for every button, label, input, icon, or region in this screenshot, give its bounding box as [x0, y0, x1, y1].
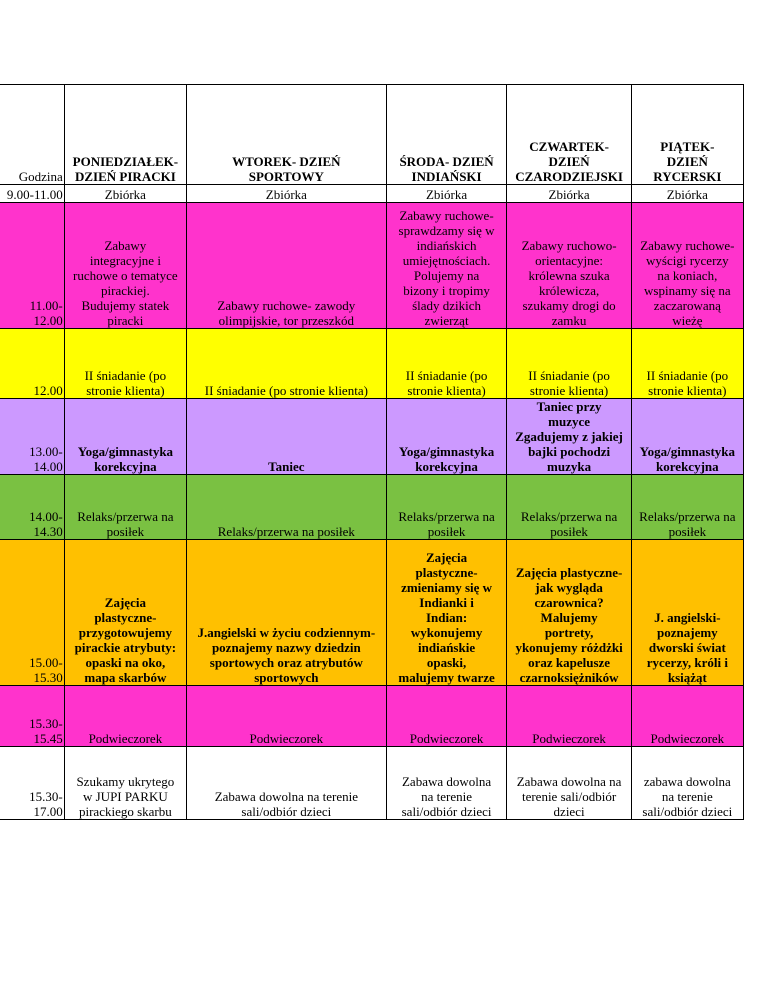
header-wednesday: ŚRODA- DZIEŃ INDIAŃSKI	[386, 85, 507, 185]
header-thursday: CZWARTEK- DZIEŃ CZARODZIEJSKI	[507, 85, 631, 185]
table-row	[0, 747, 744, 820]
activity-cell-tuesday: II śniadanie (po stronie klienta)	[187, 329, 387, 399]
time-cell: 15.30- 17.00	[0, 747, 64, 820]
time-cell: 9.00-11.00	[0, 185, 64, 203]
header-tuesday: WTOREK- DZIEŃ SPORTOWY	[187, 85, 387, 185]
time-cell: 15.30- 15.45	[0, 686, 64, 747]
activity-cell-thursday: II śniadanie (po stronie klienta)	[507, 329, 631, 399]
table-row	[0, 399, 744, 475]
activity-cell-tuesday: Relaks/przerwa na posiłek	[187, 475, 387, 540]
schedule-table	[0, 84, 744, 820]
activity-cell-wednesday: Zabawa dowolna na terenie sali/odbiór dzieci	[386, 747, 507, 820]
activity-cell-thursday: Taniec przy muzyce Zgadujemy z jakiej bajki pochodzi muzyka	[507, 399, 631, 475]
table-row	[0, 540, 744, 686]
activity-cell-friday: Podwieczorek	[631, 686, 743, 747]
activity-cell-monday: Zabawy integracyjne i ruchowe o tematyce pirackiej. Budujemy statek piracki	[64, 203, 186, 329]
activity-cell-wednesday: Podwieczorek	[386, 686, 507, 747]
activity-cell-friday: Zbiórka	[631, 185, 743, 203]
activity-cell-tuesday: Zbiórka	[187, 185, 387, 203]
activity-cell-wednesday: Zajęcia plastyczne- zmieniamy się w Indianki i Indian: wykonujemy indiańskie opaski, malujemy twarze	[386, 540, 507, 686]
activity-cell-monday: Yoga/gimnastyka korekcyjna	[64, 399, 186, 475]
header-row	[0, 85, 744, 185]
header-monday: PONIEDZIAŁEK- DZIEŃ PIRACKI	[64, 85, 186, 185]
activity-cell-monday: Zajęcia plastyczne- przygotowujemy pirackie atrybuty: opaski na oko, mapa skarbów	[64, 540, 186, 686]
activity-cell-friday: II śniadanie (po stronie klienta)	[631, 329, 743, 399]
time-cell: 13.00- 14.00	[0, 399, 64, 475]
table-row	[0, 329, 744, 399]
activity-cell-wednesday: Zbiórka	[386, 185, 507, 203]
table-row	[0, 185, 744, 203]
activity-cell-thursday: Zabawa dowolna na terenie sali/odbiór dzieci	[507, 747, 631, 820]
activity-cell-tuesday: Zabawa dowolna na terenie sali/odbiór dzieci	[187, 747, 387, 820]
activity-cell-monday: Zbiórka	[64, 185, 186, 203]
activity-cell-monday: II śniadanie (po stronie klienta)	[64, 329, 186, 399]
header-friday: PIĄTEK- DZIEŃ RYCERSKI	[631, 85, 743, 185]
activity-cell-friday: Yoga/gimnastyka korekcyjna	[631, 399, 743, 475]
activity-cell-tuesday: Zabawy ruchowe- zawody olimpijskie, tor przeszkód	[187, 203, 387, 329]
activity-cell-thursday: Zajęcia plastyczne- jak wygląda czarownica? Malujemy portrety, ykonujemy różdżki oraz kapelusze czarnoksiężników	[507, 540, 631, 686]
activity-cell-wednesday: Relaks/przerwa na posiłek	[386, 475, 507, 540]
table-row	[0, 203, 744, 329]
table-row	[0, 686, 744, 747]
time-cell: 15.00- 15.30	[0, 540, 64, 686]
activity-cell-friday: Zabawy ruchowe- wyścigi rycerzy na koniach, wspinamy się na zaczarowaną wieżę	[631, 203, 743, 329]
activity-cell-wednesday: II śniadanie (po stronie klienta)	[386, 329, 507, 399]
activity-cell-friday: J. angielski- poznajemy dworski świat rycerzy, króli i książąt	[631, 540, 743, 686]
activity-cell-thursday: Zbiórka	[507, 185, 631, 203]
activity-cell-tuesday: Taniec	[187, 399, 387, 475]
activity-cell-wednesday: Yoga/gimnastyka korekcyjna	[386, 399, 507, 475]
activity-cell-friday: Relaks/przerwa na posiłek	[631, 475, 743, 540]
table-row	[0, 475, 744, 540]
activity-cell-thursday: Relaks/przerwa na posiłek	[507, 475, 631, 540]
activity-cell-thursday: Zabawy ruchowo- orientacyjne: królewna szuka królewicza, szukamy drogi do zamku	[507, 203, 631, 329]
time-cell: 12.00	[0, 329, 64, 399]
activity-cell-monday: Relaks/przerwa na posiłek	[64, 475, 186, 540]
activity-cell-wednesday: Zabawy ruchowe- sprawdzamy się w indiańskich umiejętnościach. Polujemy na bizony i tropimy ślady dzikich zwierząt	[386, 203, 507, 329]
activity-cell-monday: Podwieczorek	[64, 686, 186, 747]
activity-cell-thursday: Podwieczorek	[507, 686, 631, 747]
activity-cell-monday: Szukamy ukrytego w JUPI PARKU pirackiego skarbu	[64, 747, 186, 820]
activity-cell-friday: zabawa dowolna na terenie sali/odbiór dzieci	[631, 747, 743, 820]
time-cell: 14.00- 14.30	[0, 475, 64, 540]
activity-cell-tuesday: Podwieczorek	[187, 686, 387, 747]
activity-cell-tuesday: J.angielski w życiu codziennym- poznajemy nazwy dziedzin sportowych oraz atrybutów sportowych	[187, 540, 387, 686]
header-time: Godzina	[0, 85, 64, 185]
time-cell: 11.00- 12.00	[0, 203, 64, 329]
